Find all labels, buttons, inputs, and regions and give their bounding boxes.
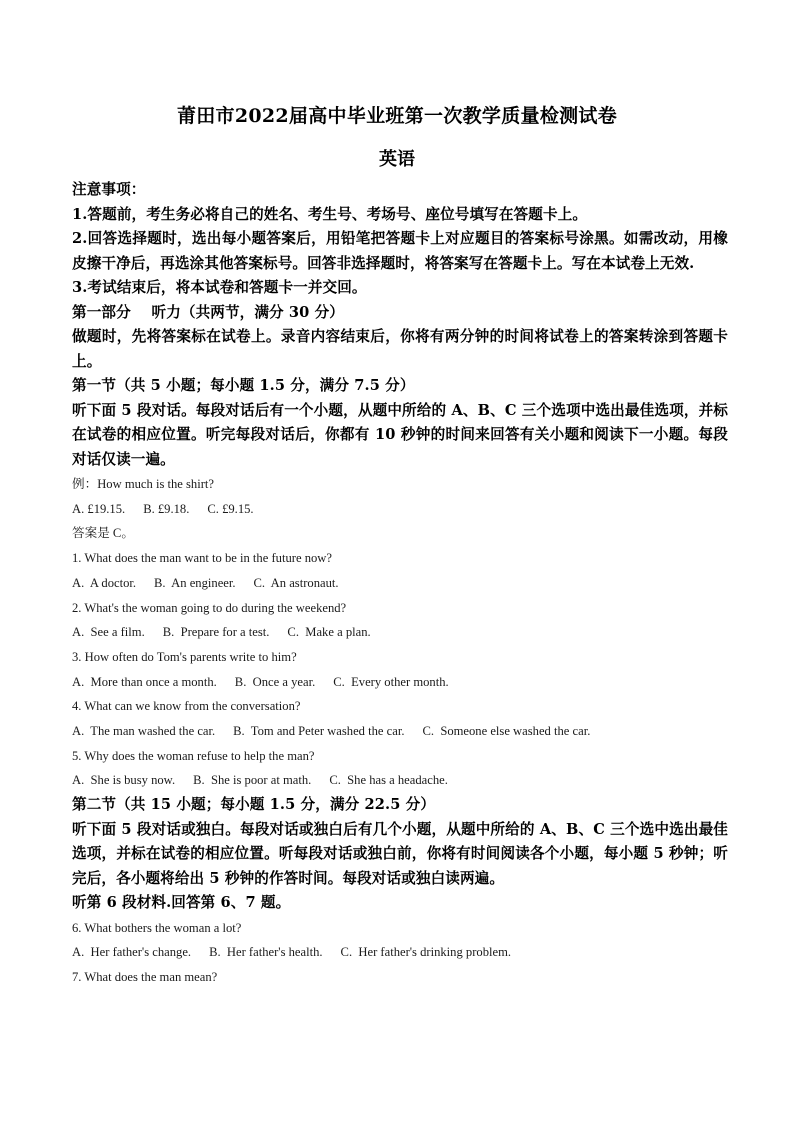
option-a: A. See a film. [72,625,145,640]
option-a: A. The man washed the car. [72,724,216,739]
question-7: 7. What does the man mean? [72,970,218,985]
notice-heading: 注意事项： [72,181,146,198]
option-b: B. An engineer. [154,575,236,590]
section1-heading: 第一节（共 5 小题；每小题 1.5 分，满分 7.5 分） [72,377,415,394]
question-5-options [72,768,728,793]
section1-instructions: 听下面 5 段对话。每段对话后有一个小题，从题中所给的 A、B、C 三个选项中选出最佳选项，并标在试卷的相应位置。听完每段对话后，你都有 10 秒钟的时间来回答有关小题和阅读下一小题。每段对话仅读一遍。 [72,401,728,468]
example-question: 例：How much is the shirt? [72,477,215,491]
question-4-options [72,719,728,744]
part1-intro: 做题时，先将答案标在试卷上。录音内容结束后，你将有两分钟的时间将试卷上的答案转涂到答题卡上。 [72,328,728,370]
example-option-c: C. £9.15. [207,501,254,516]
option-a: A. She is busy now. [72,773,176,788]
notice-item-3: 3.考试结束后，将本试卷和答题卡一并交回。 [72,279,367,296]
material-note: 听第 6 段材料.回答第 6、7 题。 [72,894,291,912]
option-c: C. Someone else washed the car. [422,724,591,739]
question-4: 4. What can we know from the conversation? [72,699,301,714]
notice-item-2: 2.回答选择题时，选出每小题答案后，用铅笔把答题卡上对应题目的答案标号涂黑。如需改动，用橡皮擦干净后，再选涂其他答案标号。回答非选择题时，将答案写在答题卡上。写在本试卷上无效. [72,230,728,272]
option-c: C. Her father's drinking problem. [340,945,512,960]
section2-heading: 第二节（共 15 小题；每小题 1.5 分，满分 22.5 分） [72,796,436,814]
question-6: 6. What bothers the woman a lot? [72,920,242,935]
option-c: C. She has a headache. [329,773,448,788]
option-b: B. Her father's health. [209,945,323,960]
option-b: B. Prepare for a test. [162,625,270,640]
option-c: C. Make a plan. [287,625,371,640]
option-a: A. A doctor. [72,575,137,590]
example-option-a: A. £19.15. [72,501,126,516]
option-a: A. Her father's change. [72,945,192,960]
example-options [72,497,728,522]
notice-item-1: 1.答题前，考生务必将自己的姓名、考生号、考场号、座位号填写在答题卡上。 [72,205,588,223]
example-answer: 答案是 C。 [72,526,134,541]
exam-content [72,178,728,990]
option-c: C. An astronaut. [253,575,339,590]
question-2-options [72,620,728,645]
question-6-options [72,940,728,965]
exam-subject: 英语 [379,149,415,170]
question-1-options [72,571,728,596]
option-b: B. Once a year. [234,674,316,689]
option-b: B. Tom and Peter washed the car. [233,724,405,739]
exam-title: 莆田市2022届高中毕业班第一次教学质量检测试卷 [176,105,618,127]
question-3: 3. How often do Tom's parents write to him? [72,649,297,664]
option-a: A. More than once a month. [72,674,217,689]
question-1: 1. What does the man want to be in the future now? [72,551,332,566]
question-3-options [72,670,728,695]
section2-instructions: 听下面 5 段对话或独白。每段对话或独白后有几个小题，从题中所给的 A、B、C 三个选中选出最佳选项，并标在试卷的相应位置。听每段对话或独白前，你将有时间阅读各个小题，每小题 5 秒钟；听完后，各小题将给出 5 秒钟的作答时间。每段对话或独白读两遍。 [72,820,728,887]
option-b: B. She is poor at math. [193,773,312,788]
option-c: C. Every other month. [333,674,449,689]
example-option-b: B. £9.18. [143,501,190,516]
question-2: 2. What's the woman going to do during the weekend? [72,600,347,615]
question-5: 5. Why does the woman refuse to help the man? [72,748,315,763]
part1-heading: 第一部分 听力（共两节，满分 30 分） [72,303,345,321]
